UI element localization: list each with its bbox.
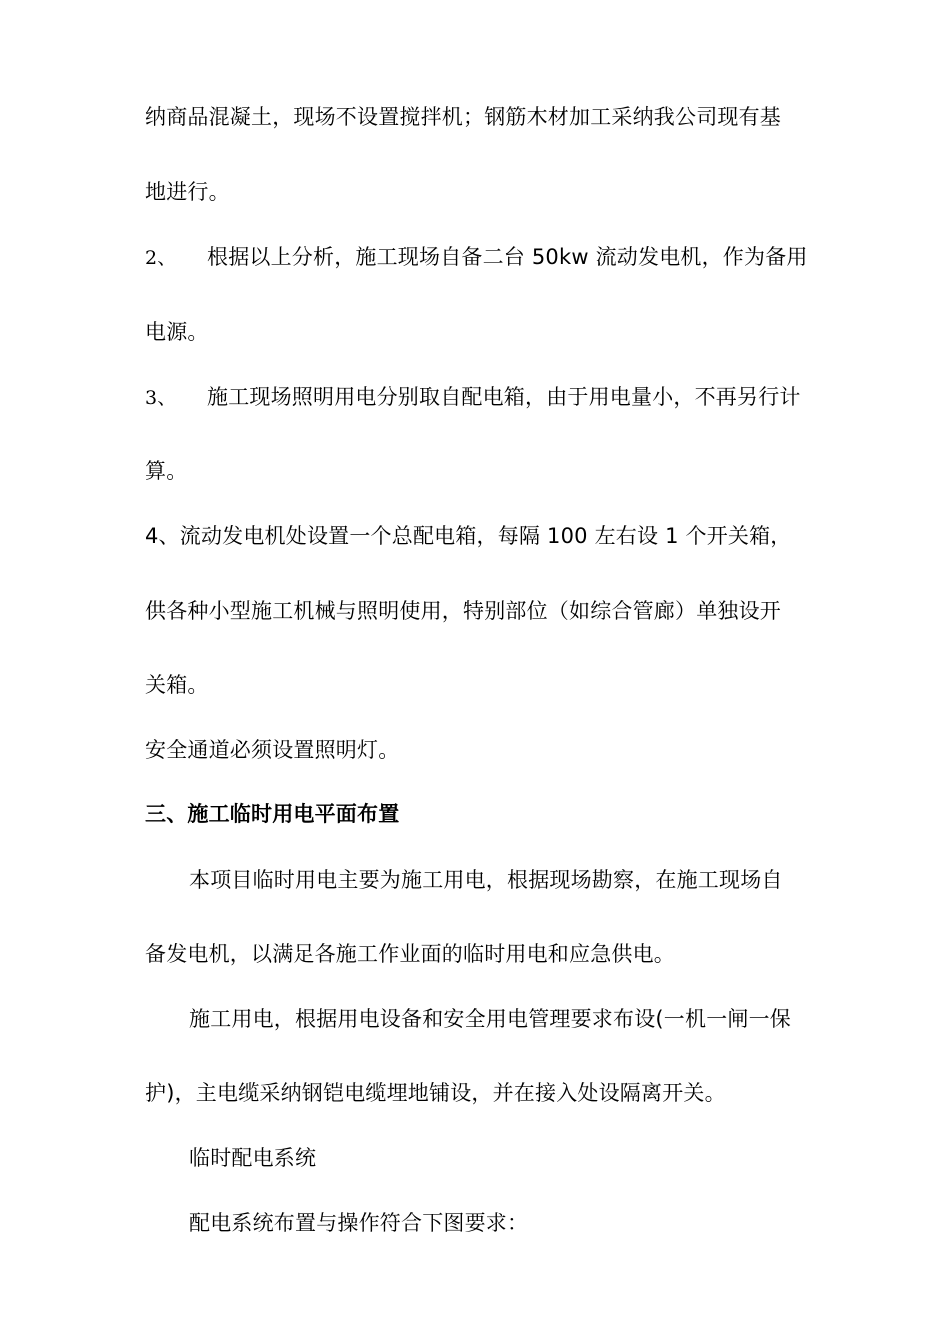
paragraph-line: 关箱。 <box>145 673 209 697</box>
item-number: 3、 <box>145 387 177 409</box>
numbered-item-3 <box>145 383 838 412</box>
paragraph-line: 电源。 <box>145 320 209 344</box>
paragraph-line: 备发电机，以满足各施工作业面的临时用电和应急供电。 <box>145 942 675 966</box>
paragraph-line: 施工用电，根据用电设备和安全用电管理要求布设(一机一闸一保 <box>189 1007 791 1031</box>
item-text: 根据以上分析，施工现场自备二台 50kw 流动发电机，作为备用 <box>207 245 808 269</box>
paragraph-line: 护)，主电缆采纳钢铠电缆埋地铺设，并在接入处设隔离开关。 <box>145 1081 726 1105</box>
paragraph-line: 纳商品混凝土，现场不设置搅拌机；钢筋木材加工采纳我公司现有基 <box>145 105 781 129</box>
paragraph-line: 配电系统布置与操作符合下图要求： <box>189 1211 529 1235</box>
section-heading: 三、施工临时用电平面布置 <box>145 802 400 826</box>
paragraph-line: 算。 <box>145 459 188 483</box>
paragraph-line: 4、流动发电机处设置一个总配电箱，每隔 100 左右设 1 个开关箱， <box>145 524 792 548</box>
paragraph-line: 本项目临时用电主要为施工用电，根据现场勘察，在施工现场自 <box>189 868 783 892</box>
paragraph-line: 地进行。 <box>145 180 230 204</box>
item-text: 施工现场照明用电分别取自配电箱，由于用电量小，不再另行计 <box>207 385 801 409</box>
numbered-item-2 <box>145 243 838 272</box>
paragraph-line: 安全通道必须设置照明灯。 <box>145 738 400 762</box>
subheading: 临时配电系统 <box>189 1146 317 1170</box>
item-number: 2、 <box>145 247 177 269</box>
paragraph-line: 供各种小型施工机械与照明使用，特别部位（如综合管廊）单独设开 <box>145 599 781 623</box>
